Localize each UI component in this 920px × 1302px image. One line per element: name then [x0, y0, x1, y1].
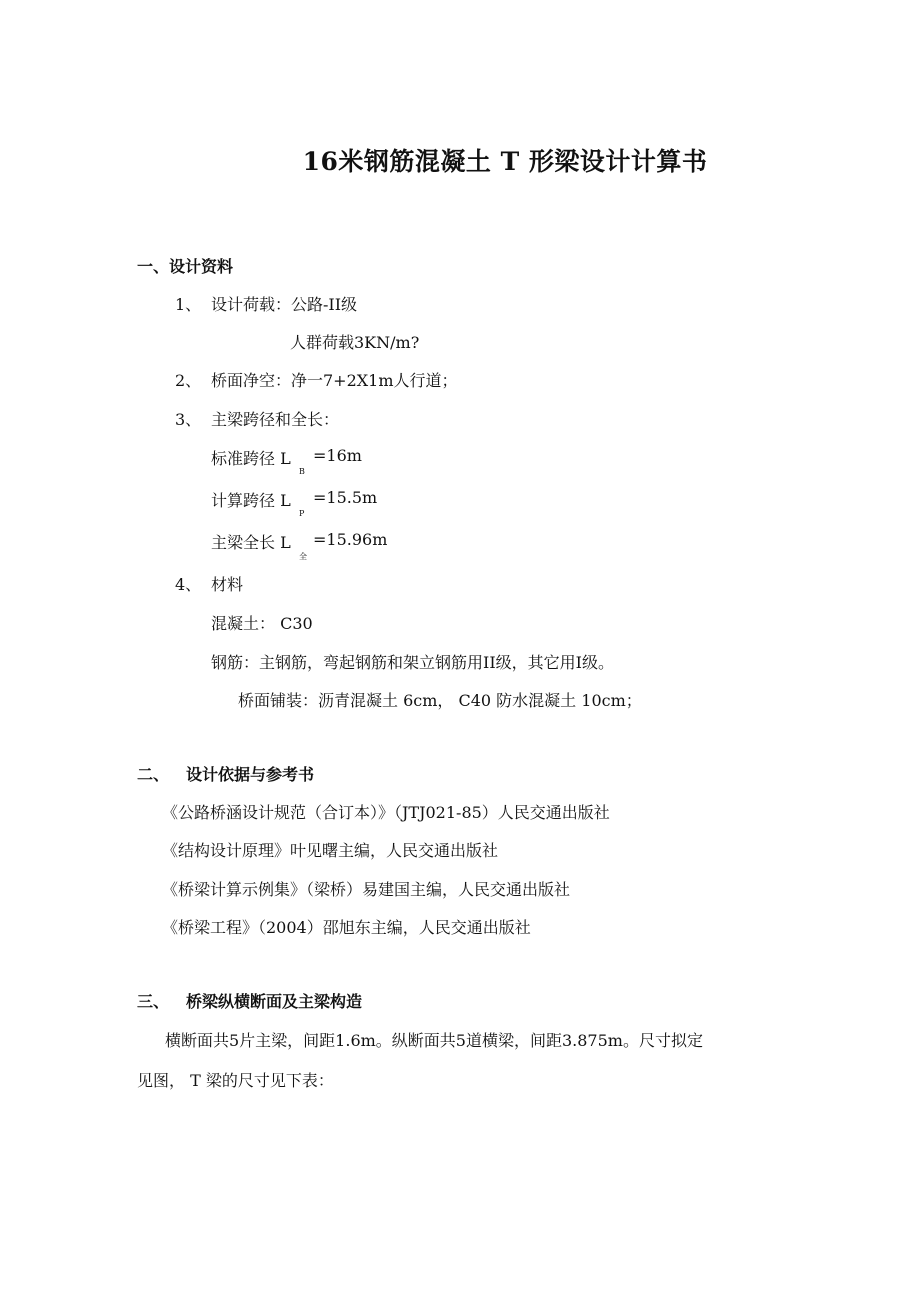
item2-text: 桥面净空：净一7+2X1m人行道；: [211, 371, 458, 390]
reference-item: 《桥梁工程》（2004）邵旭东主编，人民交通出版社: [162, 918, 531, 937]
section3-heading-number: 三、: [137, 992, 170, 1011]
standard-span-label: 标准跨径 L: [211, 449, 291, 468]
calc-span-value: =15.5m: [313, 488, 378, 507]
section2-heading-number: 二、: [137, 765, 170, 784]
section3-paragraph-line2: 见图， T 梁的尺寸见下表：: [137, 1071, 334, 1090]
deck-pavement-spec: 桥面铺装：沥青混凝土 6cm， C40 防水混凝土 10cm；: [238, 691, 642, 710]
item4-number: 4、: [175, 575, 202, 594]
section1-heading: 一、设计资料: [137, 257, 234, 276]
item4-text: 材料: [211, 575, 244, 594]
item1-text: 设计荷载：公路-II级: [211, 295, 358, 314]
item1-number: 1、: [175, 295, 202, 314]
section3-paragraph-line1: 横断面共5片主梁，间距1.6m。纵断面共5道横梁，间距3.875m。尺寸拟定: [165, 1031, 703, 1050]
full-length-value: =15.96m: [313, 530, 388, 549]
section3-heading-text: 桥梁纵横断面及主梁构造: [186, 992, 363, 1011]
reference-item: 《桥梁计算示例集》（梁桥）易建国主编，人民交通出版社: [162, 880, 571, 899]
section2-heading-text: 设计依据与参考书: [186, 765, 315, 784]
full-length-label: 主梁全长 L: [211, 533, 291, 552]
reference-item: 《公路桥涵设计规范（合订本）》（JTJ021-85）人民交通出版社: [162, 803, 610, 822]
steel-spec: 钢筋：主钢筋，弯起钢筋和架立钢筋用II级，其它用I级。: [211, 653, 614, 672]
standard-span-value: =16m: [313, 446, 362, 465]
calc-span-label: 计算跨径 L: [211, 491, 291, 510]
full-length-subscript: 全: [299, 552, 307, 561]
calc-span-subscript: P: [299, 509, 305, 518]
standard-span-subscript: B: [299, 467, 305, 476]
item2-number: 2、: [175, 371, 202, 390]
item3-number: 3、: [175, 410, 202, 429]
item3-text: 主梁跨径和全长：: [211, 410, 340, 429]
document-title: 16米钢筋混凝土 T 形梁设计计算书: [302, 147, 708, 176]
item1-subline: 人群荷载3KN/m?: [290, 333, 420, 352]
concrete-spec: 混凝土： C30: [211, 614, 313, 633]
reference-item: 《结构设计原理》叶见曙主编，人民交通出版社: [162, 841, 499, 860]
